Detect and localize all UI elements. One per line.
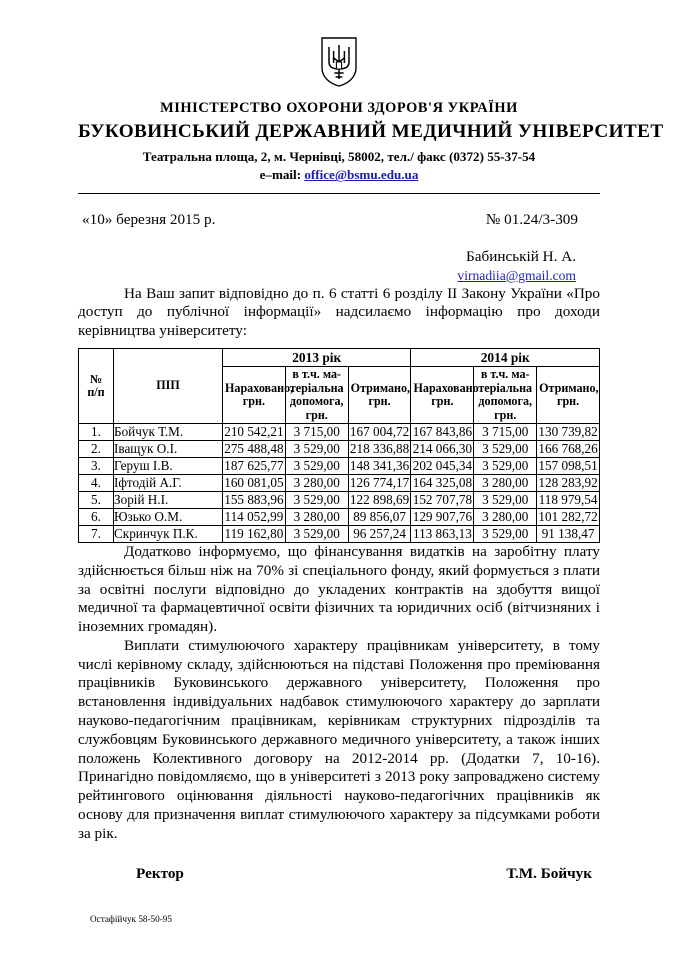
university-email-line: [78, 167, 600, 183]
cell-received-2013: 148 341,36: [349, 458, 410, 474]
document-reference-number: № 01.24/3-309: [485, 210, 578, 228]
emblem-container: [78, 0, 600, 88]
university-address: Театральна площа, 2, м. Чернівці, 58002, тел./ факс (0372) 55-37-54: [142, 148, 536, 164]
addressee-email-link[interactable]: virnadiia@gmail.com: [457, 267, 576, 283]
cell-received-2013: 89 856,07: [348, 509, 411, 526]
col-header-accrued-2014: Нараховано грн.: [411, 366, 474, 423]
cell-received-2014: 128 283,92: [538, 475, 598, 491]
cell-number: 2.: [79, 441, 114, 458]
document-meta-row: [78, 211, 600, 229]
cell-accrued-2013: 119 162,80: [224, 526, 284, 542]
cell-accrued-2014: 164 325,08: [412, 475, 473, 491]
table-row: [79, 458, 600, 475]
cell-accrued-2014: 113 863,13: [412, 526, 472, 542]
table-row: [79, 492, 600, 509]
cell-person-name: Іващук О.І.: [114, 441, 223, 458]
cell-accrued-2013: 160 081,05: [224, 475, 284, 491]
col-header-year-2014: 2014 рік: [411, 348, 600, 366]
income-table: [78, 348, 600, 543]
document-date: «10» березня 2015 р.: [82, 210, 216, 228]
cell-material-aid-2013: 3 529,00: [285, 492, 348, 509]
signer-role: Ректор: [136, 865, 184, 883]
cell-accrued-2013: 114 052,99: [224, 509, 284, 525]
col-header-number-line1: №: [89, 371, 103, 386]
cell-received-2014: 130 739,82: [538, 424, 598, 440]
table-header-row-top: [79, 348, 600, 366]
cell-received-2013: 126 774,17: [349, 475, 410, 491]
table-row: [79, 509, 600, 526]
table-row: [79, 526, 600, 543]
cell-accrued-2014: 152 707,78: [412, 492, 473, 508]
col-header-material-aid-2013: в т.ч. ма-теріальна допомога, грн.: [285, 366, 348, 423]
col-header-number: [79, 348, 114, 423]
cell-number: 7.: [79, 526, 114, 543]
cell-material-aid-2014: 3 529,00: [474, 526, 537, 543]
income-table-header: [79, 348, 600, 423]
cell-accrued-2013: 155 883,96: [224, 492, 284, 508]
cell-person-name: Бойчук Т.М.: [114, 424, 223, 441]
col-header-received-2014: Отримано, грн.: [537, 366, 600, 423]
cell-material-aid-2014: 3 529,00: [474, 441, 537, 458]
cell-person-name: Зорій Н.І.: [114, 492, 223, 509]
header-divider: [78, 193, 600, 194]
col-header-number-line2: п/п: [87, 385, 105, 400]
cell-material-aid-2014: 3 529,00: [474, 458, 537, 475]
cell-material-aid-2013: 3 715,00: [285, 424, 348, 441]
cell-material-aid-2014: 3 280,00: [474, 475, 537, 492]
signer-name: Т.М. Бойчук: [506, 865, 592, 883]
cell-number: 1.: [79, 424, 114, 441]
cell-accrued-2014: 202 045,34: [412, 458, 473, 474]
cell-number: 6.: [79, 509, 114, 526]
cell-accrued-2013: 187 625,77: [224, 458, 284, 474]
cell-material-aid-2013: 3 280,00: [285, 509, 348, 526]
income-table-body: [79, 424, 600, 543]
col-header-material-aid-2014: в т.ч. ма-теріальна допомога, грн.: [474, 366, 537, 423]
cell-number: 5.: [79, 492, 114, 509]
cell-accrued-2014: 167 843,86: [412, 424, 473, 440]
cell-received-2013: 96 257,24: [348, 526, 411, 543]
cell-material-aid-2013: 3 529,00: [285, 458, 348, 475]
table-row: [79, 475, 600, 492]
letterhead: [78, 99, 664, 184]
cell-person-name: Іфтодій А.Г.: [114, 475, 223, 492]
funding-paragraph: Додатково інформуємо, що фінансування видатків на заробітну плату здійснюється більш ніж на 70% зі спеціального фонду, який формується з плати за освітні послуги відповідно до укладених контрактів на здобуття вищої медичної та фармацевтичної освіти фізичних та юридичних осіб (вітчизняних і іноземних громадян).: [78, 543, 600, 636]
typist-note: Остафійчук 58-50-95: [90, 914, 172, 925]
cell-person-name: Геруш І.В.: [114, 458, 223, 475]
incentive-payments-paragraph: Виплати стимулюючого характеру працівникам університету, в тому числі керівному складу, здійснюються на підставі Положення про преміювання працівників Буковинського державного університету, Положення про встановлення індивідуальних надбавок стимулюючого характеру до зарплати науково-педагогічним працівникам, керівникам структурних підрозділів та службовцям Буковинського державного медичного університету, а також інших положень Колективного договору на 2012-2014 рр. (Додатки 7, 10-16). Принагідно повідомляємо, що в університеті з 2013 року запроваджено систему рейтингового оцінювання діяльності науково-педагогічних працівників як основу для призначення виплат стимулюючого характеру за підсумками роботи за рік.: [78, 636, 600, 842]
cell-number: 4.: [79, 475, 114, 492]
cell-material-aid-2013: 3 529,00: [285, 526, 348, 543]
university-email-link[interactable]: office@bsmu.edu.ua: [304, 167, 419, 183]
table-row: [79, 441, 600, 458]
col-header-person: ПІП: [114, 348, 223, 423]
cell-material-aid-2014: 3 529,00: [474, 492, 537, 509]
cell-accrued-2014: 214 066,30: [412, 441, 473, 457]
cell-accrued-2014: 129 907,76: [412, 509, 473, 525]
addressee-name: Бабинській Н. А.: [466, 247, 576, 265]
cell-material-aid-2014: 3 280,00: [474, 509, 537, 526]
cell-person-name: Скринчук П.К.: [114, 526, 223, 543]
cell-received-2014: 118 979,54: [538, 492, 598, 508]
ministry-title: МІНІСТЕРСТВО ОХОРОНИ ЗДОРОВ'Я УКРАЇНИ: [160, 100, 518, 116]
table-row: [79, 424, 600, 441]
cell-received-2013: 218 336,88: [349, 441, 410, 457]
col-header-received-2013: Отримано, грн.: [348, 366, 411, 423]
university-title: БУКОВИНСЬКИЙ ДЕРЖАВНИЙ МЕДИЧНИЙ УНІВЕРСИТЕТ: [78, 121, 664, 142]
cell-received-2014: 157 098,51: [538, 458, 598, 474]
cell-received-2013: 167 004,72: [349, 424, 410, 440]
col-header-year-2013: 2013 рік: [223, 348, 411, 366]
cell-material-aid-2013: 3 280,00: [285, 475, 348, 492]
intro-paragraph: На Ваш запит відповідно до п. 6 статті 6 розділу ІІ Закону України «Про доступ до публічної інформації» надсилаємо інформацію про доходи керівництва університету:: [78, 284, 600, 340]
cell-material-aid-2013: 3 529,00: [285, 441, 348, 458]
cell-received-2013: 122 898,69: [349, 492, 410, 508]
email-label: e–mail:: [259, 167, 305, 183]
cell-accrued-2013: 210 542,21: [224, 424, 284, 440]
cell-received-2014: 166 768,26: [538, 441, 598, 457]
cell-accrued-2013: 275 488,48: [224, 441, 284, 457]
cell-person-name: Юзько О.М.: [114, 509, 223, 526]
cell-received-2014: 91 138,47: [537, 526, 600, 543]
cell-received-2014: 101 282,72: [538, 509, 598, 525]
ukraine-trident-coat-of-arms-icon: [320, 36, 358, 88]
addressee-block: [78, 247, 600, 285]
cell-material-aid-2014: 3 715,00: [474, 424, 537, 441]
col-header-accrued-2013: Нараховано, грн.: [223, 366, 286, 423]
signature-block: [78, 865, 600, 883]
cell-number: 3.: [79, 458, 114, 475]
